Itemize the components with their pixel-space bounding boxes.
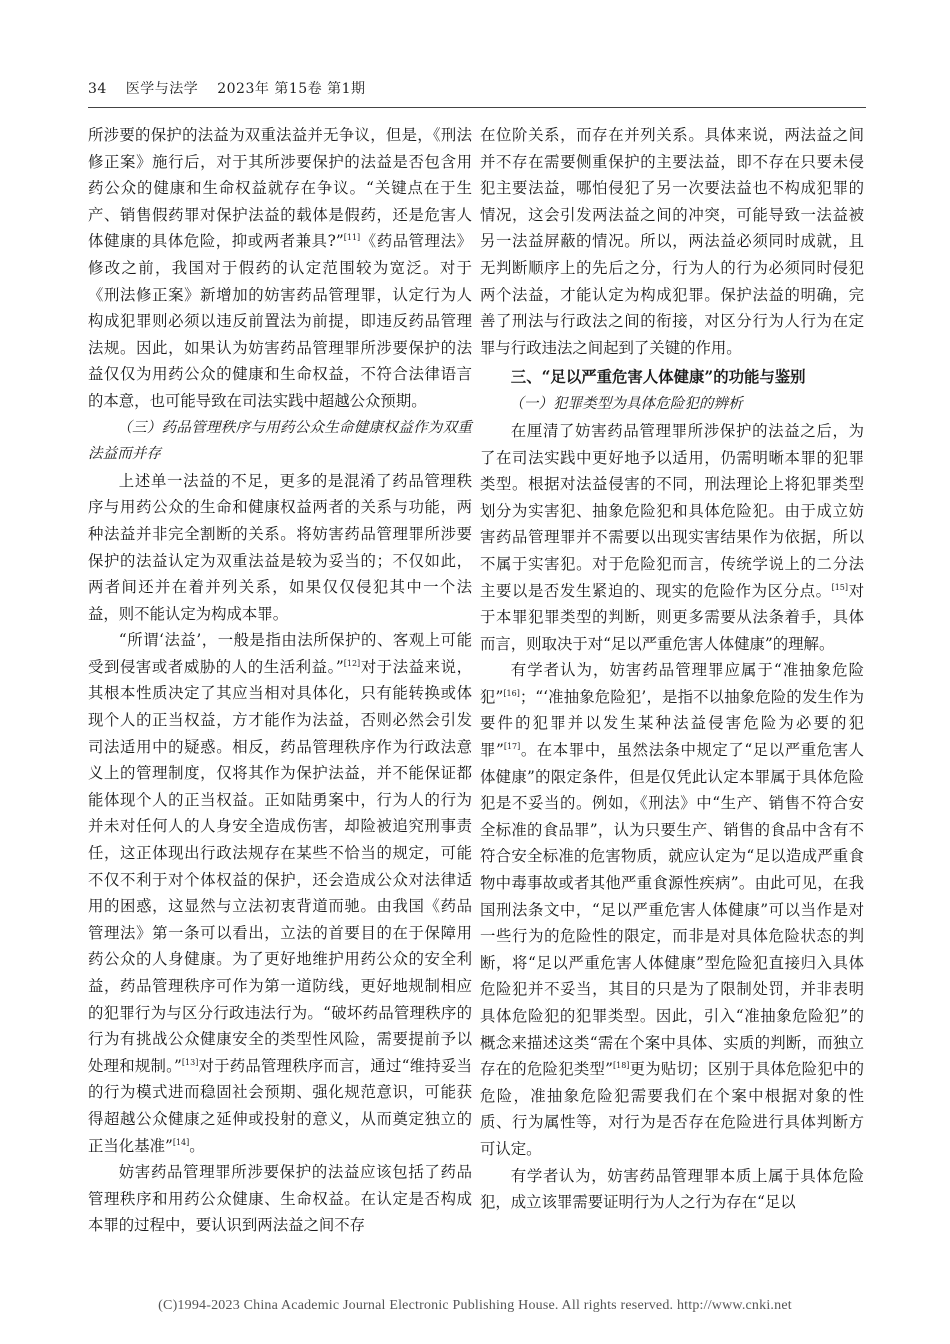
text-run: 所涉要的保护的法益为双重法益并无争议，但是，《刑法修正案》施行后，对于其所涉要保护的法益是否包含用药公众的健康和生命权益就存在争议。“关键点在于生产、销售假药罪对保护法益的载体是假药，还是危害人体健康的具体危险，抑或两者兼具?” <box>88 126 472 251</box>
paragraph <box>480 122 864 361</box>
running-header <box>88 78 866 108</box>
citation-marker: [11] <box>343 233 361 243</box>
citation-marker: [18] <box>612 1061 630 1071</box>
copyright-footer: (C)1994-2023 China Academic Journal Electronic Publishing House. All rights reserved. http://www.cnki.net <box>158 1298 792 1313</box>
journal-name: 医学与法学 <box>125 81 199 97</box>
text-run: （一）犯罪类型为具体危险犯的辨析 <box>509 395 743 413</box>
issue-info: 2023年 第15卷 第1期 <box>217 81 366 97</box>
text-run: “所谓‘法益’，一般是指由法所保护的、客观上可能受到侵害或者威胁的人的生活利益。” <box>88 631 472 676</box>
citation-marker: [13] <box>181 1057 199 1067</box>
text-run: 在厘清了妨害药品管理罪所涉保护的法益之后，为了在司法实践中更好地予以适用，仍需明晰本罪的犯罪类型。根据对法益侵害的不同，刑法理论上将犯罪类型划分为实害犯、抽象危险犯和具体危险犯。由于成立妨害药品管理罪并不需要以出现实害结果作为依据，所以不属于实害犯。对于危险犯而言，传统学说上的二分法主要以是否发生紧迫的、现实的危险作为区分点。 <box>480 421 864 600</box>
paragraph <box>88 122 472 415</box>
text-run: 对于本罪犯罪类型的判断，则更多需要从法条着手，具体而言，则取决于对“足以严重危害人体健康”的理解。 <box>480 581 864 653</box>
text-run: 上述单一法益的不足，更多的是混淆了药品管理秩序与用药公众的生命和健康权益两者的关系与功能，两种法益并非完全割断的关系。将妨害药品管理罪所涉要保护的法益认定为双重法益是较为妥当的；不仅如此，两者间还并在着并列关系，如果仅仅侵犯其中一个法益，则不能认定为构成本罪。 <box>88 471 472 623</box>
left-column <box>88 122 472 1239</box>
text-run: 有学者认为，妨害药品管理罪应属于“准抽象危险犯” <box>480 661 864 706</box>
citation-marker: [12] <box>343 658 361 668</box>
section-heading <box>480 363 864 391</box>
text-run: 更为贴切；区别于具体危险犯中的危险，准抽象危险犯需要我们在个案中根据对象的性质、行为属性等，对行为是否存在危险进行具体判断方可认定。 <box>480 1060 864 1158</box>
text-run: ；“‘准抽象危险犯’，是指不以抽象危险的发生作为要件的犯罪并以发生某种法益侵害危险为必要的犯罪” <box>480 687 864 760</box>
paragraph <box>88 468 472 628</box>
section-heading <box>88 415 472 468</box>
text-run: 。 <box>189 1136 205 1155</box>
text-run: 。在本罪中，虽然法条中规定了“足以严重危害人体健康”的限定条件，但是仅凭此认定本罪属于具体危险犯是不妥当的。例如，《刑法》中“生产、销售不符合安全标准的食品罪”，认为只要生产、销售的食品中含有不符合安全标准的危害物质，就应认定为“足以造成严重食物中毒事故或者其他严重食源性疾病”。由此可见，在我国刑法条文中，“足以严重危害人体健康”可以当作是对一些行为的危险性的限定，而非是对具体危险状态的判断，将“足以严重危害人体健康”型危险犯直接归入具体危险犯并不妥当，其目的只是为了限制处罚，并非表明具体危险犯的犯罪类型。因此，引入“准抽象危险犯”的概念来描述这类“需在个案中具体、实质的判断，而独立存在的危险犯类型” <box>480 741 864 1079</box>
text-run: 妨害药品管理罪所涉要保护的法益应该包括了药品管理秩序和用药公众健康、生命权益。在认定是否构成本罪的过程中，要认识到两法益之间不存 <box>88 1163 472 1235</box>
citation-marker: [17] <box>503 741 521 751</box>
text-run: 对于法益来说，其根本性质决定了其应当相对具体化，只有能转换或体现个人的正当权益，方才能作为法益，否则必然会引发司法适用中的疑惑。相反，药品管理秩序作为行政法意义上的管理制度，仅将其作为保护法益，并不能保证都能体现个人的正当权益。正如陆勇案中，行为人的行为并未对任何人的人身安全造成伤害，却险被追究刑事责任，这正体现出行政法规存在某些不恰当的规定，可能不仅不利于对个体权益的保护，还会造成公众对法律适用的困惑，这显然与立法初衷背道而驰。由我国《药品管理法》第一条可以看出，立法的首要目的在于保障用药公众的人身健康。为了更好地维护用药公众的安全利益，药品管理秩序可作为第一道防线，更好地规制相应的犯罪行为与区分行政违法行为。“破坏药品管理秩序的行为有挑战公众健康安全的类型性风险，需要提前予以处理和规制。” <box>88 657 472 1075</box>
citation-marker: [16] <box>503 688 520 698</box>
text-run: 《药品管理法》修改之前，我国对于假药的认定范围较为宽泛。对于《刑法修正案》新增加的妨害药品管理罪，认定行为人构成犯罪则必须以违反前置法为前提，即违反药品管理法规。因此，如果认为妨害药品管理罪所涉要保护的法益仅仅为用药公众的健康和生命权益，不符合法律语言的本意，也可能导致在司法实践中超越公众预期。 <box>88 232 472 410</box>
citation-marker: [15] <box>831 582 848 592</box>
page-number: 34 <box>88 81 107 97</box>
text-run: 对于药品管理秩序而言，通过“维持妥当的行为模式进而稳固社会预期、强化规范意识，可能获得超越公众健康之延伸或投射的意义，从而奠定独立的正当化基准” <box>88 1056 472 1155</box>
text-run: 三、“足以严重危害人体健康”的功能与鉴别 <box>510 368 806 387</box>
paragraph <box>88 627 472 1159</box>
paragraph <box>88 1159 472 1239</box>
citation-marker: [14] <box>172 1137 190 1147</box>
text-run: 在位阶关系，而存在并列关系。具体来说，两法益之间并不存在需要侧重保护的主要法益，即不存在只要未侵犯主要法益，哪怕侵犯了另一次要法益也不构成犯罪的情况，这会引发两法益之间的冲突，可能导致一法益被另一法益屏蔽的情况。所以，两法益必须同时成就，且无判断顺序上的先后之分，行为人的行为必须同时侵犯两个法益，才能认定为构成犯罪。保护法益的明确，完善了刑法与行政法之间的衔接，对区分行为人行为在定罪与行政违法之间起到了关键的作用。 <box>480 126 864 357</box>
text-run: （三）药品管理秩序与用药公众生命健康权益作为双重法益而并存 <box>88 418 472 463</box>
paragraph <box>480 418 864 657</box>
right-column <box>480 122 864 1216</box>
section-heading <box>480 391 864 418</box>
paragraph <box>480 1163 864 1216</box>
text-run: 有学者认为，妨害药品管理罪本质上属于具体危险犯，成立该罪需要证明行为人之行为存在“足以 <box>480 1166 864 1212</box>
paragraph <box>480 657 864 1162</box>
